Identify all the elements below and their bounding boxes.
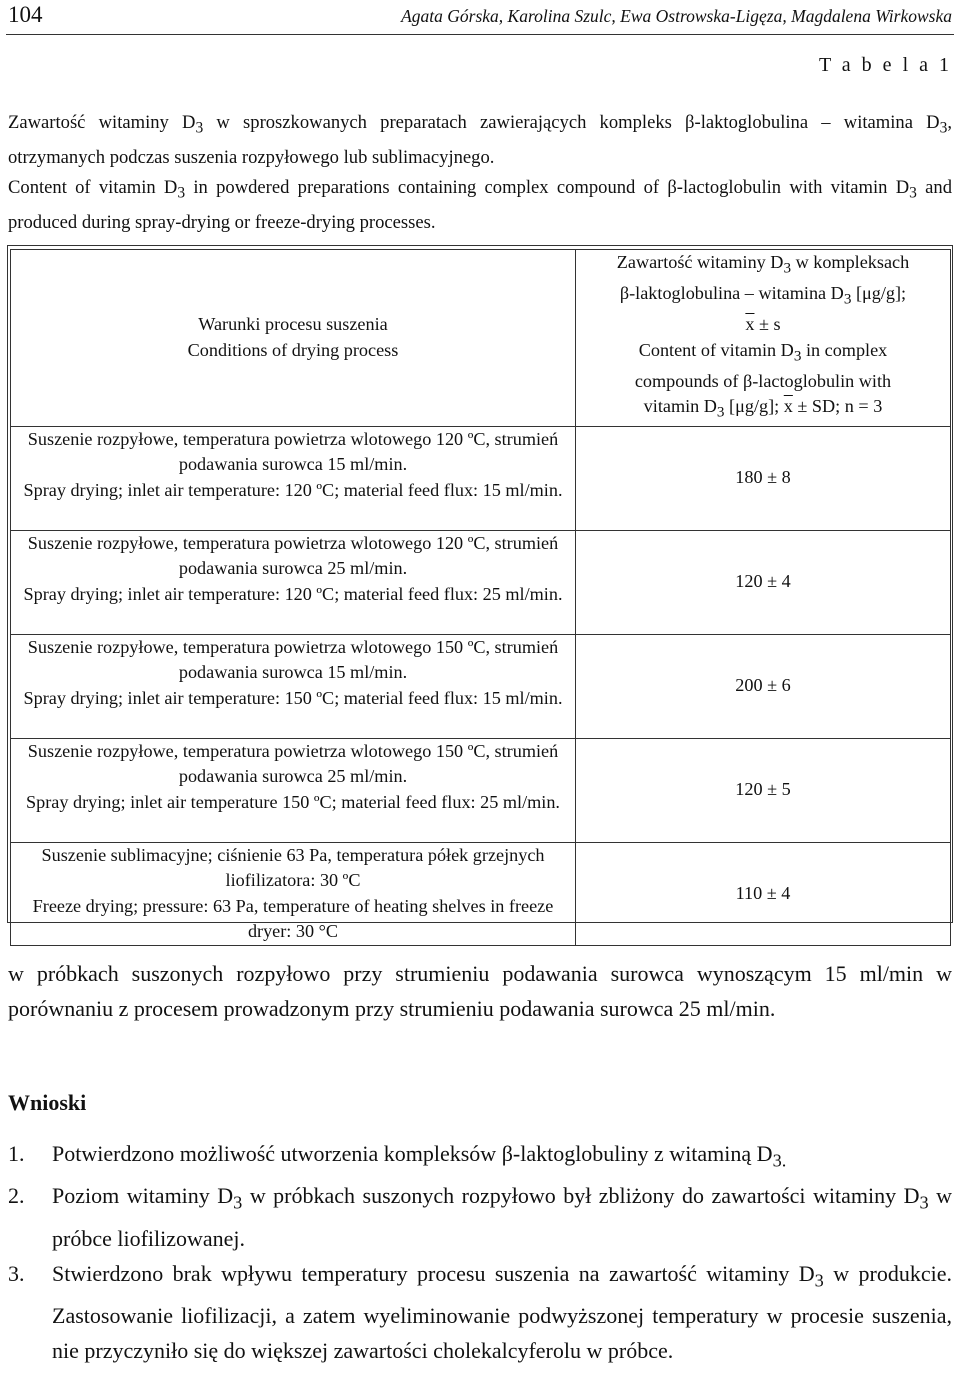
table-row	[11, 530, 951, 634]
table-label: T a b e l a 1	[818, 54, 952, 76]
table-row	[11, 634, 951, 738]
row-conditions: Suszenie rozpyłowe, temperatura powietrza wlotowego 150 ºC, strumień podawania surowca 15 ml/min. Spray drying; inlet air temperature: 150 ºC; material feed flux: 15 ml/min.	[11, 634, 576, 738]
row-value: 180 ± 8	[576, 426, 951, 530]
row-conditions: Suszenie sublimacyjne; ciśnienie 63 Pa, temperatura półek grzejnych liofilizatora: 30 ºC Freeze drying; pressure: 63 Pa, temperature of heating shelves in freeze dryer: 30 °C	[11, 842, 576, 945]
running-header	[6, 2, 954, 35]
row-value: 200 ± 6	[576, 634, 951, 738]
row-conditions: Suszenie rozpyłowe, temperatura powietrza wlotowego 120 ºC, strumień podawania surowca 25 ml/min. Spray drying; inlet air temperature: 120 ºC; material feed flux: 25 ml/min.	[11, 530, 576, 634]
list-item: 3. Stwierdzono brak wpływu temperatury procesu suszenia na zawartość witaminy $D_3$ w produkcie. Zastosowanie liofilizacji, a zatem wyeliminowanie podwyższonej temperatury w procesie suszenia, nie przyczyniło się do większej zawartości cholekalcyferolu w próbce.	[8, 1260, 952, 1364]
table-header-row	[11, 250, 951, 427]
results-table	[10, 249, 951, 946]
header-vitamin-content: Zawartość witaminy $D_3$ w kompleksach β-laktoglobulina – witamina $D_3$ [μg/g]; $\overline{x} \pm s$ Content of vitamin $D_3$ in complex compounds of β-lactoglobulin with vitamin $D_3$ [μg/g]; $\overline{x}$ ± SD; n = 3	[576, 250, 951, 427]
row-value: 120 ± 4	[576, 530, 951, 634]
running-header-authors: Agata Górska, Karolina Szulc, Ewa Ostrowska-Ligęza, Magdalena Wirkowska	[401, 6, 952, 26]
row-conditions: Suszenie rozpyłowe, temperatura powietrza wlotowego 120 ºC, strumień podawania surowca 15 ml/min. Spray drying; inlet air temperature: 120 ºC; material feed flux: 15 ml/min.	[11, 426, 576, 530]
table-row	[11, 738, 951, 842]
table-row	[11, 842, 951, 945]
section-heading-wnioski: Wnioski	[8, 1090, 87, 1115]
table-caption	[8, 108, 952, 237]
conclusions-list	[8, 1136, 952, 1368]
row-value: 110 ± 4	[576, 842, 951, 945]
list-item: 1. Potwierdzono możliwość utworzenia kompleksów β-laktoglobuliny z witaminą $D_{3.}$	[8, 1141, 787, 1171]
table-row	[11, 426, 951, 530]
caption-polish: Zawartość witaminy $D_3$ w sproszkowanych preparatach zawierających kompleks β-laktoglobulina – witamina $D_3$, otrzymanych podczas suszenia rozpyłowego lub sublimacyjnego.	[8, 112, 952, 169]
caption-english: Content of vitamin $D_3$ in powdered preparations containing complex compound of β-lactoglobulin with vitamin $D_3$ and produced during spray-drying or freeze-drying processes.	[8, 176, 953, 233]
header-conditions: Warunki procesu suszenia Conditions of drying process	[11, 250, 576, 427]
body-paragraph: w próbkach suszonych rozpyłowo przy strumieniu podawania surowca wynoszącym 15 ml/min w porównaniu z procesem prowadzonym przy strumieniu podawania surowca 25 ml/min.	[8, 961, 952, 1021]
row-value: 120 ± 5	[576, 738, 951, 842]
row-conditions: Suszenie rozpyłowe, temperatura powietrza wlotowego 150 ºC, strumień podawania surowca 25 ml/min. Spray drying; inlet air temperature 150 ºC; material feed flux: 25 ml/min.	[11, 738, 576, 842]
list-item: 2. Poziom witaminy $D_3$ w próbkach suszonych rozpyłowo był zbliżony do zawartości witaminy $D_3$ w próbce liofilizowanej.	[8, 1183, 953, 1251]
page-number: 104	[8, 2, 43, 27]
